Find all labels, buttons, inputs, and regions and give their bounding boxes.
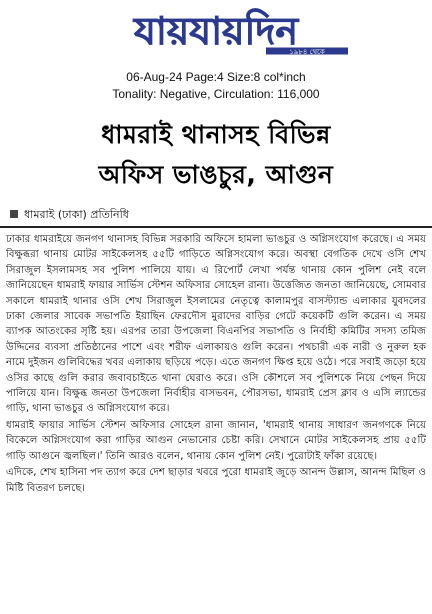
paragraph-3: এদিকে, শেখ হাসিনা পদ ত্যাগ করে দেশ ছাড়ার খবরে পুরো ধামরাই জুড়ে আনন্দ উল্লাস, আনন্দ মিছিল ও মিষ্টি বিতরণ চলছে। [6,467,426,494]
article-body [6,232,426,612]
headline-line-1: ধামরাই থানাসহ বিভিন্ন [101,120,331,149]
headline-line-2: অফিস ভাঙচুর, আগুন [98,160,334,189]
newspaper-logo [78,4,354,60]
newspaper-masthead [0,0,432,66]
logo-tagline: ১৯৮৪ থেকে [289,48,325,56]
byline [10,206,129,224]
paragraph-1: ঢাকার ধামরাইয়ে জনগণ থানাসহ বিভিন্ন সরকারি অফিসে হামলা ভাঙচুর ও অগ্নিসংযোগ করেছে। এ সময় বিক্ষুব্ধরা থানায় মোটর সাইকেলসহ ৫৫টি গাড়িতে অগ্নিসংযোগ করে। অবস্থা বেগতিক দেখে ওসি শেখ সিরাজুল ইসলামসহ সব পুলিশ পালিয়ে যায়। এ রিপোর্ট লেখা পর্যন্ত থানায় কোন পুলিশ নেই বলে জানিয়েছেন ধামরাই ফায়ার সার্ভিস স্টেশন অফিসার সোহেল রানা। উত্তেজিত জনতা জানিয়েছে, সোমবার সকালে ধামরাই থানার ওসি শেখ সিরাজুল ইসলামের নেতৃত্বে কালামপুর বাসস্ট্যান্ড এলাকার যুবদলের ঢাকা জেলার সাবেক সভাপতি ইয়াছিন ফেরদৌস মুরাদের বাড়ির গেটে কয়েকটি গুলি করেন। এ সময় ব্যাপক আতংকের সৃষ্টি হয়। এরপর তারা উপজেলা বিএনপির সভাপতি ও নির্বাহী কমিটির সদস্য তমিজ উদ্দিনের ব্যবসা প্রতিষ্ঠানের পাশে এবং শরীফ এলাকায়ও গুলি করেন। পথচারী এক নারী ও নুরুল হক নামে দুইজন গুলিবিদ্ধের খবর এলাকায় ছড়িয়ে পড়ে। এতে জনগণ ক্ষিপ্ত হয়ে ওঠে। পরে সবাই জড়ো হয়ে ওসির কাছে গুলি করার জবাবচাইতে থানা ঘেরাও করে। ওসি কৌশলে সব পুলিশকে নিয়ে পেছন দিয়ে পালিয়ে যান। বিক্ষুব্ধ জনতা উপজেলা নির্বাহীর বাসভবন, পৌরসভা, ধামরাই প্রেস ক্লাব ও এসি ল্যান্ডের গাড়ি, থানা ভাঙচুর ও অগ্নিসংযোগ করে। [6,234,426,415]
paragraph-2: ধামরাই ফায়ার সার্ভিস স্টেশন অফিসার সোহেল রানা জানান, 'ধামরাই থানায় সাধারণ জনগণকে নিয়ে বিকেলে অগ্নিসংযোগ করা গাড়ির আগুন নেভানোর চেষ্টা করি। সেখানে মোটর সাইকেলসহ প্রায় ৫৫টি গাড়ি আগুনে জ্বলছিল।' তিনি আরও বলেন, থানায় কোন পুলিশ নেই। পুরোটাই ফাঁকা রয়েছে। [6,419,426,462]
clipping-tonality: Tonality: Negative, Circulation: 116,000 [112,87,320,101]
byline-text: ধামরাই (ঢাকা) প্রতিনিধি [24,208,129,221]
logo-text: যায়যায়দিন [133,9,299,53]
clipping-date-page: 06-Aug-24 Page:4 Size:8 col*inch [126,70,306,84]
byline-square-icon [10,210,18,218]
divider [0,226,432,228]
article-clipping [0,106,432,614]
